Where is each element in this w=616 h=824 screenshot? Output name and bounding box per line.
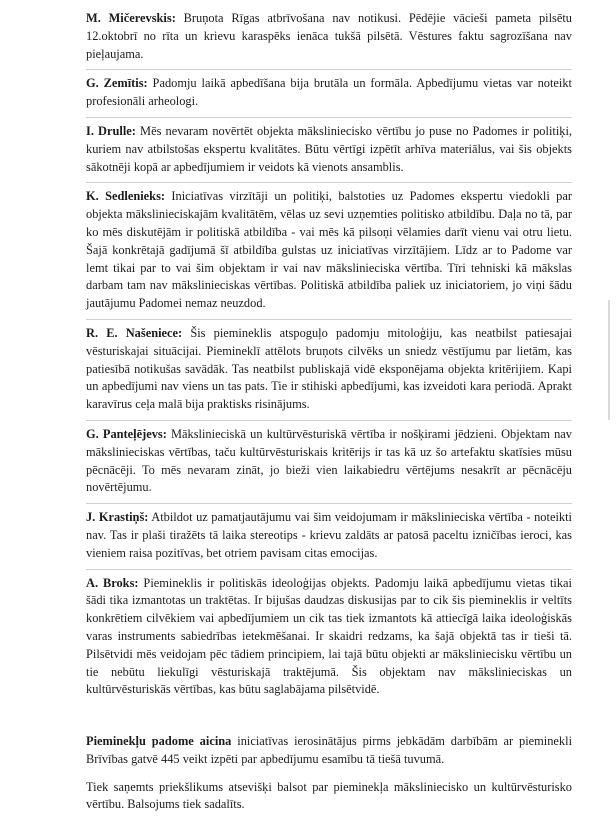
statement-text: Padomju laikā apbedīšana bija brutāla un formāla. Apbedījumu vietas var noteikt profesionāli arheologi.	[86, 76, 572, 109]
statement-naseniece	[86, 319, 572, 420]
statement-micerevskis	[86, 8, 572, 69]
speaker-name: I. Drulle:	[86, 123, 136, 138]
page-edge-shadow	[608, 300, 610, 420]
conclusion-text: iniciatīvas ierosinātājus pirms jebkādām darbībām ar pieminekli Brīvības gatvē 445 veikt izpēti par apbedījumu esamību tā tiešā tuvumā.	[86, 734, 573, 766]
statement-pantelejevs	[86, 420, 572, 503]
statement-text: Piemineklis ir politiskās ideoloģijas objekts. Padomju laikā apbedījumu vietas tikai šādi tika izmantotas un traktētas. Ir bijušas daudzas diskusijas par to cik šis piemineklis ir veltīts konkrētiem cilvēkiem vai apbedījumiem un cik tas tiek izmantots kā attiecīgā laika ideoloģiskās varas instruments sabiedrības ietekmēšanai. Ir skaidri redzams, ka šajā objektā tas ir tieši tā. Pilsētvidi mēs veidojam pēc tādiem principiem, lai tajā būtu objekti ar māksliniecisku vērtību un tie nebūtu liekulīgi vēsturiskajā traktējumā. Šis objektam nav mākslinieciskas un kultūrvēsturiskās vērtības, kas būtu saglabājama pilsētvidē.	[86, 575, 572, 697]
speaker-name: J. Krastiņš:	[86, 510, 149, 525]
speaker-name: M. Mičerevskis:	[86, 11, 176, 25]
section-gap	[86, 705, 572, 733]
conclusion-lead: Pieminekļu padome aicina	[86, 734, 232, 749]
speaker-name: A. Broks:	[86, 575, 139, 590]
statement-sedlenieks	[86, 182, 572, 319]
statement-text: Bruņota Rīgas atbrīvošana nav notikusi. Pēdējie vācieši pameta pilsētu 12.oktobrī no rīta un krievu karaspēks ienāca tukšā pilsētā. Vēstures faktu sagrozīšana nav pieļaujama.	[86, 11, 572, 61]
closing-paragraph	[86, 779, 572, 815]
statement-text: Atbildot uz pamatjautājumu vai šim veidojumam ir mākslinieciska vērtība - noteikti nav. Tas ir plaši tiražēts tā laika stereotips - krievu zaldāts ar patosā paceltu izničības ieroci, kas vieniem raisa pozitīvas, bet otriem pavisam citas emocijas.	[86, 510, 572, 560]
statement-zemitis	[86, 69, 572, 117]
speaker-name: G. Panteļējevs:	[86, 426, 167, 441]
statement-text: Mākslinieciskā un kultūrvēsturiskā vērtība ir nošķirami jēdzieni. Objektam nav mākslinieciskas vērtības, taču kultūrvēsturiskais kritērijs ir tas kā uz šo artefaktu skatīsies mūsu pēcnācēji. To mēs nevaram zināt, jo bieži vien laikabiedru vērtējums nesakrīt ar pēcnācēju novērtējumu.	[86, 426, 572, 495]
statement-text: Iniciatīvas virzītāji un politiķi, balstoties uz Padomes ekspertu viedokli par objekta mākslinieciskajām kvalitātēm, vēlas uz sevi uzņemties politisko atbildību. Daļa no tā, par ko mēs diskutējām ir politiskā atbildība - vai mēs kā pilsoņi vēlamies darīt vienu vai otru lietu. Šajā konkrētajā gadījumā šī atbildība gulstas uz iniciatīvas virzītājiem. Līdz ar to Padome var lemt tikai par to vai šim objektam ir vai nav mākslinieciska vērtība. Tīri tehniski kā mākslas darbam tam nav mākslinieciskas vērtības. Politiskā atbildība paliek uz iniciatoriem, jo viņi šādu jautājumu Padomei nemaz neuzdod.	[86, 189, 572, 311]
speaker-name: K. Sedlenieks:	[86, 189, 166, 204]
speaker-name: G. Zemītis:	[86, 76, 148, 91]
statement-broks	[86, 569, 572, 706]
statement-text: Šis piemineklis atspoguļo padomju mitoloģiju, kas neatbilst patiesajai vēsturiskajai situācijai. Piemineklī attēlots bruņots cilvēks un sniedz vēstījumu par lietām, kas patiesībā notikušas savādāk. Tas neatbilst publiskajā vidē eksponējama objekta kritērijiem. Kapi un apbedījumi nav viens un tas pats. Tie ir stihiski apbedījumi, kas izveidoti kara periodā. Aprakt karavīrus ceļa malā bija praktisks risinājums.	[86, 325, 573, 412]
statement-drulle	[86, 117, 572, 182]
closing-text: Tiek saņemts priekšlikums atsevišķi balsot par pieminekļa mākslinieciskο un kultūrvēsturisko vērtību. Balsojums tiek sadalīts.	[86, 779, 572, 812]
statement-text: Mēs nevaram novērtēt objekta mākslinieciskο vērtību jo puse no Padomes ir politiķi, kuriem nav atbilstošas ekspertu kvalitātes. Būtu vērtīgi izpētīt arhīva materiālus, vai šis objekts sākotnēji kopā ar apbedījumiem ir veidots kā vienots ansamblis.	[86, 123, 573, 174]
statement-krastins	[86, 503, 572, 568]
speaker-name: R. E. Našeniece:	[86, 325, 183, 340]
conclusion-paragraph	[86, 733, 572, 769]
document-page	[86, 8, 572, 824]
